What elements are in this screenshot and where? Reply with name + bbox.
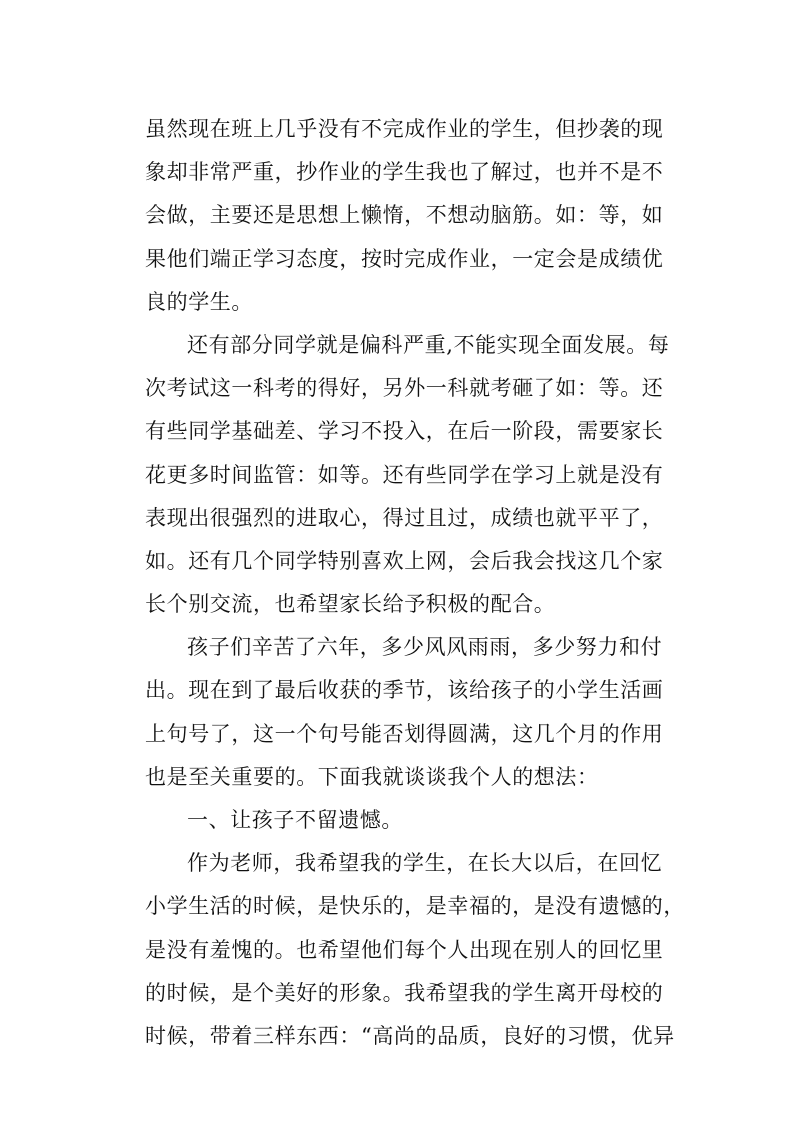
text-line: 也是至关重要的。下面我就谈谈我个人的想法：	[145, 764, 599, 789]
text-line: 果他们端正学习态度，按时完成作业，一定会是成绩优	[145, 246, 664, 271]
text-line: 如。还有几个同学特别喜欢上网，会后我会找这几个家	[145, 548, 664, 573]
paragraph-start-line: 作为老师，我希望我的学生，在长大以后，在回忆	[187, 851, 663, 876]
text-line: 象却非常严重，抄作业的学生我也了解过，也并不是不	[145, 160, 664, 185]
text-line: 的时候，是个美好的形象。我希望我的学生离开母校的	[145, 980, 664, 1005]
text-line: 表现出很强烈的进取心，得过且过，成绩也就平平了，	[145, 505, 664, 530]
section-heading: 一、让孩子不留遗憾。	[187, 808, 403, 832]
document-body	[145, 108, 685, 1058]
text-line: 时候，带着三样东西：“高尚的品质，良好的习惯，优异	[145, 1023, 675, 1048]
text-line: 出。现在到了最后收获的季节，该给孩子的小学生活画	[145, 678, 664, 703]
text-line: 上句号了，这一个句号能否划得圆满，这几个月的作用	[145, 721, 664, 746]
text-line: 小学生活的时候，是快乐的，是幸福的，是没有遗憾的，	[145, 894, 685, 919]
text-line: 有些同学基础差、学习不投入，在后一阶段，需要家长	[145, 419, 664, 444]
text-line: 良的学生。	[145, 289, 253, 314]
text-line: 花更多时间监管：如等。还有些同学在学习上就是没有	[145, 462, 664, 487]
text-line: 虽然现在班上几乎没有不完成作业的学生，但抄袭的现	[145, 117, 664, 141]
text-line: 次考试这一科考的得好，另外一科就考砸了如：等。还	[145, 376, 664, 401]
text-line: 会做，主要还是思想上懒惰，不想动脑筋。如：等，如	[145, 203, 664, 228]
paragraph-start-line: 孩子们辛苦了六年，多少风风雨雨，多少努力和付	[187, 635, 663, 660]
text-line: 是没有羞愧的。也希望他们每个人出现在别人的回忆里	[145, 937, 664, 962]
text-line: 长个别交流，也希望家长给予积极的配合。	[145, 592, 556, 617]
paragraph-start-line: 还有部分同学就是偏科严重,不能实现全面发展。每	[187, 332, 670, 357]
